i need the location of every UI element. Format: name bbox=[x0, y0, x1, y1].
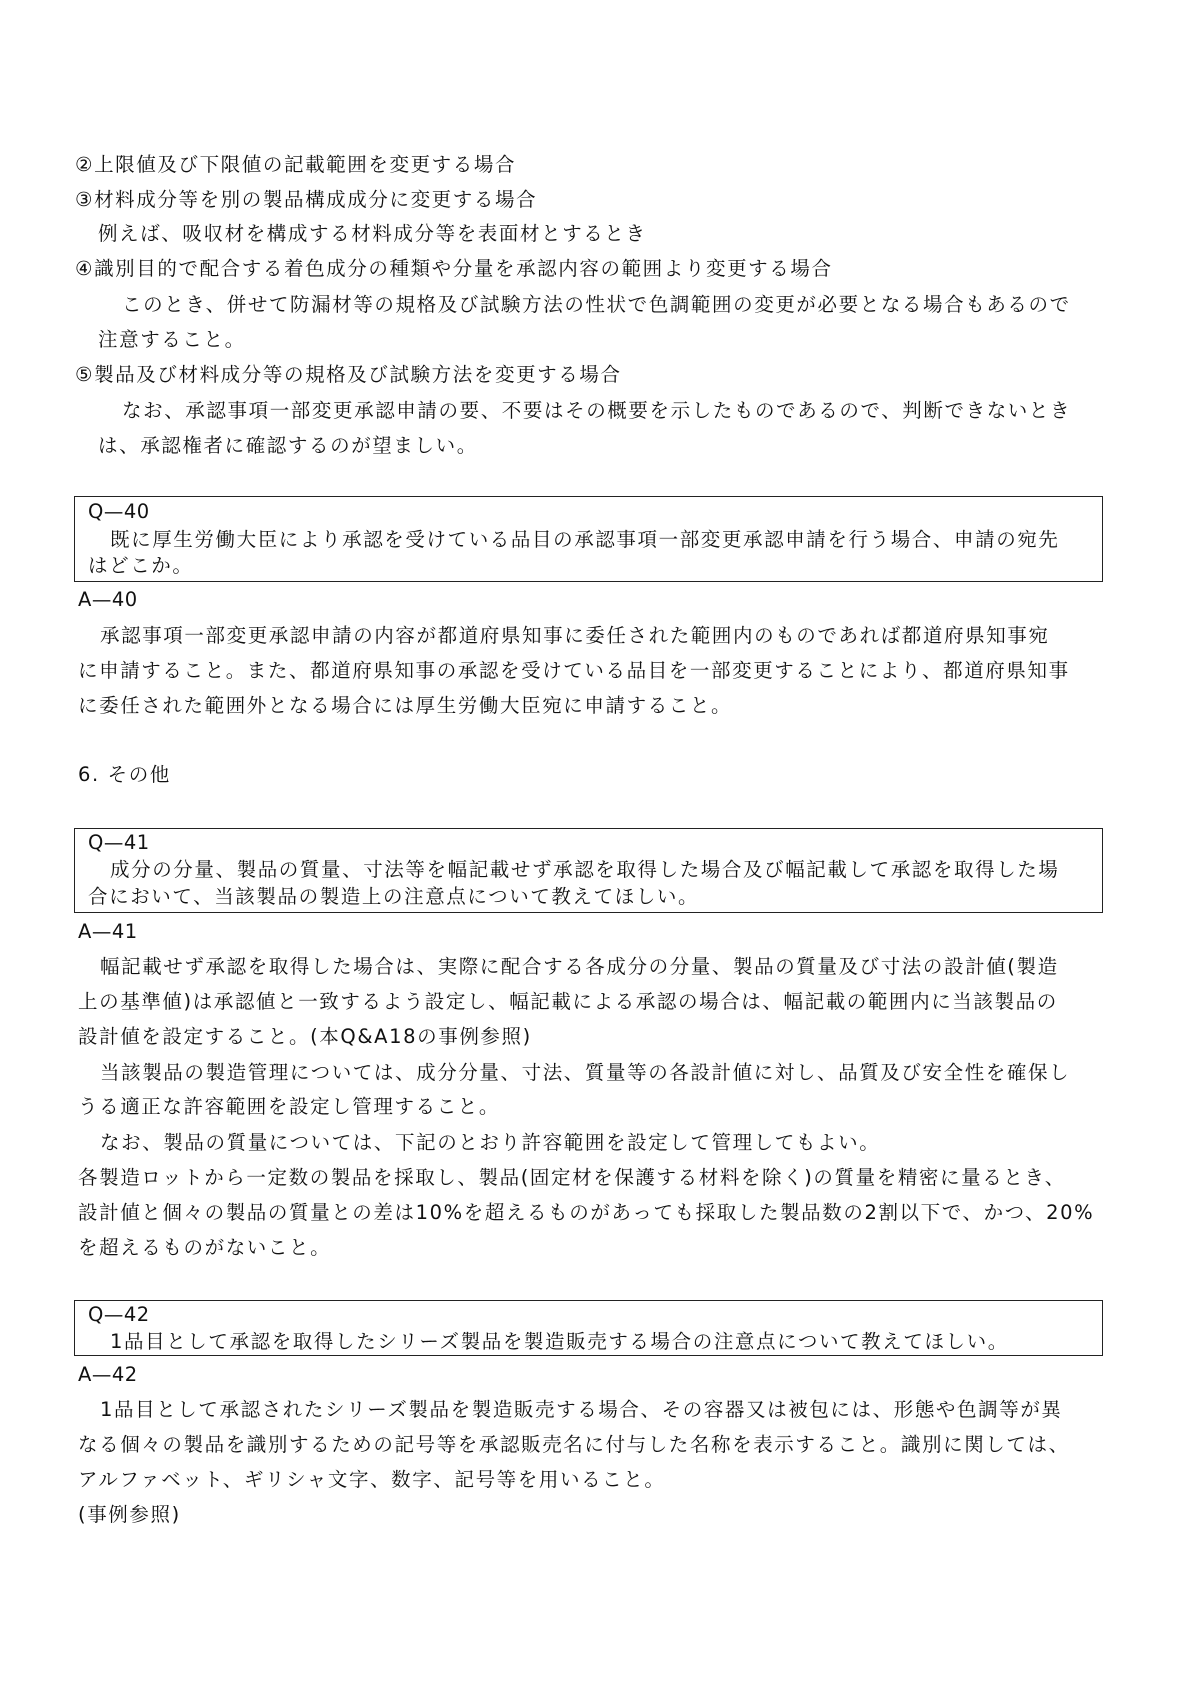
answer-text-41: 設計値を設定すること。(本Q&A18の事例参照) bbox=[78, 1025, 532, 1048]
answer-text-42: なる個々の製品を識別するための記号等を承認販売名に付与した名称を表示すること。識別に関しては、 bbox=[78, 1433, 1070, 1456]
answer-text-40: に委任された範囲外となる場合には厚生労働大臣宛に申請すること。 bbox=[78, 694, 733, 717]
question-text-41: 成分の分量、製品の質量、寸法等を幅記載せず承認を取得した場合及び幅記載して承認を取得した場 bbox=[110, 858, 1060, 881]
answer-text-41: を超えるものがないこと。 bbox=[78, 1236, 332, 1259]
answer-text-42: アルファベット、ギリシャ文字、数字、記号等を用いること。 bbox=[78, 1468, 666, 1491]
answer-text-41: 各製造ロットから一定数の製品を採取し、製品(固定材を保護する材料を除く)の質量を精密に量るとき、 bbox=[78, 1166, 1066, 1189]
list-item-3-example: 例えば、吸収材を構成する材料成分等を表面材とするとき bbox=[98, 222, 647, 245]
question-label-41: Q—41 bbox=[88, 831, 150, 854]
answer-text-42: 1品目として承認されたシリーズ製品を製造販売する場合、その容器又は被包には、形態や色調等が異 bbox=[100, 1398, 1063, 1421]
answer-text-41: 設計値と個々の製品の質量との差は10%を超えるものがあっても採取した製品数の2割以下で、かつ、20% bbox=[78, 1201, 1095, 1224]
list-item-4-note-cont: 注意すること。 bbox=[98, 328, 246, 351]
answer-label-41: A—41 bbox=[78, 920, 138, 943]
answer-label-40: A—40 bbox=[78, 588, 138, 611]
list-item-5: ⑤製品及び材料成分等の規格及び試験方法を変更する場合 bbox=[75, 363, 622, 386]
list-item-3: ③材料成分等を別の製品構成成分に変更する場合 bbox=[75, 188, 538, 211]
list-item-4-note: このとき、併せて防漏材等の規格及び試験方法の性状で色調範囲の変更が必要となる場合もあるので bbox=[122, 293, 1071, 316]
answer-text-41: なお、製品の質量については、下記のとおり許容範囲を設定して管理してもよい。 bbox=[100, 1131, 881, 1154]
answer-text-40: に申請すること。また、都道府県知事の承認を受けている品目を一部変更することにより、都道府県知事 bbox=[78, 659, 1070, 682]
list-item-4: ④識別目的で配合する着色成分の種類や分量を承認内容の範囲より変更する場合 bbox=[75, 257, 833, 280]
closing-note-cont: は、承認権者に確認するのが望ましい。 bbox=[98, 434, 478, 457]
answer-label-42: A—42 bbox=[78, 1363, 138, 1386]
closing-note: なお、承認事項一部変更承認申請の要、不要はその概要を示したものであるので、判断できないとき bbox=[122, 399, 1072, 422]
answer-text-40: 承認事項一部変更承認申請の内容が都道府県知事に委任された範囲内のものであれば都道府県知事宛 bbox=[100, 624, 1050, 647]
answer-text-42: (事例参照) bbox=[78, 1503, 181, 1526]
question-text-42: 1品目として承認を取得したシリーズ製品を製造販売する場合の注意点について教えてほしい。 bbox=[110, 1330, 1009, 1353]
question-label-42: Q—42 bbox=[88, 1303, 150, 1326]
answer-text-41: 当該製品の製造管理については、成分分量、寸法、質量等の各設計値に対し、品質及び安全性を確保し bbox=[100, 1061, 1071, 1084]
question-label-40: Q—40 bbox=[88, 500, 150, 523]
section-heading-6: 6. その他 bbox=[78, 763, 171, 786]
answer-text-41: 幅記載せず承認を取得した場合は、実際に配合する各成分の分量、製品の質量及び寸法の設計値(製造 bbox=[100, 955, 1059, 978]
question-text-41-cont: 合において、当該製品の製造上の注意点について教えてほしい。 bbox=[88, 885, 700, 908]
question-text-40-cont: はどこか。 bbox=[88, 554, 194, 577]
answer-text-41: 上の基準値)は承認値と一致するよう設定し、幅記載による承認の場合は、幅記載の範囲内に当該製品の bbox=[78, 990, 1058, 1013]
question-text-40: 既に厚生労働大臣により承認を受けている品目の承認事項一部変更承認申請を行う場合、申請の宛先 bbox=[110, 528, 1060, 551]
answer-text-41: うる適正な許容範囲を設定し管理すること。 bbox=[78, 1095, 501, 1118]
list-item-2: ②上限値及び下限値の記載範囲を変更する場合 bbox=[75, 153, 517, 176]
